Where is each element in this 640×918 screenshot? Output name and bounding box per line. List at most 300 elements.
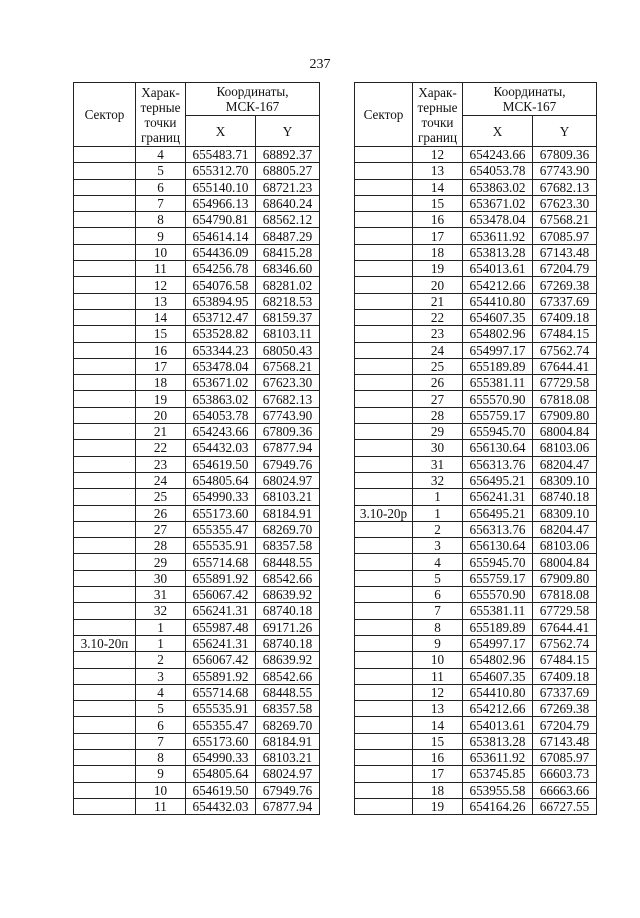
x-coordinate-cell: 653478.04 bbox=[186, 358, 256, 374]
y-coordinate-cell: 67877.94 bbox=[256, 440, 320, 456]
sector-cell bbox=[355, 163, 413, 179]
table-row bbox=[355, 733, 597, 749]
page-number: 237 bbox=[309, 57, 331, 72]
point-number-cell: 32 bbox=[413, 472, 463, 488]
y-coordinate-cell: 68740.18 bbox=[256, 635, 320, 651]
x-coordinate-cell: 654053.78 bbox=[463, 163, 533, 179]
sector-cell bbox=[355, 635, 413, 651]
sector-cell bbox=[355, 456, 413, 472]
table-row bbox=[74, 244, 320, 260]
point-number-cell: 4 bbox=[413, 554, 463, 570]
sector-cell bbox=[74, 554, 136, 570]
point-number-cell: 20 bbox=[136, 407, 186, 423]
sector-cell bbox=[355, 342, 413, 358]
point-number-cell: 13 bbox=[136, 293, 186, 309]
x-coordinate-cell: 653745.85 bbox=[463, 766, 533, 782]
header-points-line2: терные bbox=[417, 99, 458, 115]
point-number-cell: 6 bbox=[136, 179, 186, 195]
point-number-cell: 32 bbox=[136, 603, 186, 619]
sector-cell bbox=[355, 684, 413, 700]
sector-cell: 3.10-20р bbox=[355, 505, 413, 521]
sector-cell bbox=[74, 407, 136, 423]
y-coordinate-cell: 67682.13 bbox=[533, 179, 597, 195]
x-coordinate-cell: 655759.17 bbox=[463, 407, 533, 423]
x-coordinate-cell: 656067.42 bbox=[186, 652, 256, 668]
table-row bbox=[355, 489, 597, 505]
y-coordinate-cell: 68050.43 bbox=[256, 342, 320, 358]
sector-cell bbox=[355, 538, 413, 554]
table-row bbox=[355, 554, 597, 570]
point-number-cell: 18 bbox=[413, 782, 463, 798]
x-coordinate-cell: 653813.28 bbox=[463, 244, 533, 260]
table-row bbox=[74, 440, 320, 456]
x-coordinate-cell: 654013.61 bbox=[463, 717, 533, 733]
table-row bbox=[355, 342, 597, 358]
x-coordinate-cell: 653344.23 bbox=[186, 342, 256, 358]
point-number-cell: 2 bbox=[136, 652, 186, 668]
y-coordinate-cell: 68357.58 bbox=[256, 701, 320, 717]
point-number-cell: 10 bbox=[136, 244, 186, 260]
x-coordinate-cell: 653863.02 bbox=[186, 391, 256, 407]
table-row bbox=[74, 342, 320, 358]
header-sector: Сектор bbox=[74, 83, 136, 147]
x-coordinate-cell: 656241.31 bbox=[463, 489, 533, 505]
header-points-line4: границ bbox=[140, 129, 181, 145]
y-coordinate-cell: 67818.08 bbox=[533, 391, 597, 407]
y-coordinate-cell: 68004.84 bbox=[533, 424, 597, 440]
point-number-cell: 7 bbox=[136, 733, 186, 749]
sector-cell bbox=[74, 293, 136, 309]
table-row bbox=[355, 179, 597, 195]
table-row bbox=[355, 309, 597, 325]
x-coordinate-cell: 655987.48 bbox=[186, 619, 256, 635]
point-number-cell: 21 bbox=[136, 424, 186, 440]
x-coordinate-cell: 655714.68 bbox=[186, 684, 256, 700]
y-coordinate-cell: 68103.21 bbox=[256, 749, 320, 765]
table-row bbox=[74, 375, 320, 391]
point-number-cell: 24 bbox=[413, 342, 463, 358]
x-coordinate-cell: 656495.21 bbox=[463, 505, 533, 521]
x-coordinate-cell: 654805.64 bbox=[186, 766, 256, 782]
sector-cell bbox=[74, 701, 136, 717]
y-coordinate-cell: 67143.48 bbox=[533, 244, 597, 260]
point-number-cell: 30 bbox=[136, 570, 186, 586]
point-number-cell: 17 bbox=[413, 766, 463, 782]
point-number-cell: 6 bbox=[136, 717, 186, 733]
table-row bbox=[74, 358, 320, 374]
sector-cell bbox=[74, 228, 136, 244]
sector-cell bbox=[355, 701, 413, 717]
sector-cell bbox=[355, 554, 413, 570]
table-row bbox=[74, 309, 320, 325]
x-coordinate-cell: 655759.17 bbox=[463, 570, 533, 586]
table-row bbox=[355, 261, 597, 277]
y-coordinate-cell: 67269.38 bbox=[533, 701, 597, 717]
point-number-cell: 11 bbox=[413, 668, 463, 684]
x-coordinate-cell: 654053.78 bbox=[186, 407, 256, 423]
point-number-cell: 16 bbox=[136, 342, 186, 358]
x-coordinate-cell: 656130.64 bbox=[463, 440, 533, 456]
sector-cell bbox=[355, 228, 413, 244]
y-coordinate-cell: 67484.15 bbox=[533, 326, 597, 342]
y-coordinate-cell: 68639.92 bbox=[256, 652, 320, 668]
point-number-cell: 22 bbox=[413, 309, 463, 325]
y-coordinate-cell: 68103.06 bbox=[533, 440, 597, 456]
point-number-cell: 3 bbox=[136, 668, 186, 684]
table-row bbox=[355, 505, 597, 521]
sector-cell bbox=[74, 505, 136, 521]
header-points-line1: Харак- bbox=[141, 84, 180, 100]
sector-cell bbox=[355, 766, 413, 782]
x-coordinate-cell: 654243.66 bbox=[186, 424, 256, 440]
table-row bbox=[355, 521, 597, 537]
point-number-cell: 21 bbox=[413, 293, 463, 309]
table-row bbox=[355, 147, 597, 163]
y-coordinate-cell: 67743.90 bbox=[256, 407, 320, 423]
x-coordinate-cell: 655945.70 bbox=[463, 424, 533, 440]
table-row bbox=[355, 277, 597, 293]
point-number-cell: 7 bbox=[413, 603, 463, 619]
table-row bbox=[74, 505, 320, 521]
y-coordinate-cell: 67269.38 bbox=[533, 277, 597, 293]
sector-cell bbox=[355, 195, 413, 211]
x-coordinate-cell: 655140.10 bbox=[186, 179, 256, 195]
y-coordinate-cell: 67877.94 bbox=[256, 798, 320, 814]
sector-cell bbox=[355, 358, 413, 374]
sector-cell bbox=[355, 277, 413, 293]
sector-cell bbox=[355, 293, 413, 309]
y-coordinate-cell: 67204.79 bbox=[533, 261, 597, 277]
table-row bbox=[355, 424, 597, 440]
point-number-cell: 9 bbox=[136, 766, 186, 782]
x-coordinate-cell: 654997.17 bbox=[463, 635, 533, 651]
x-coordinate-cell: 654614.14 bbox=[186, 228, 256, 244]
sector-cell bbox=[355, 261, 413, 277]
x-coordinate-cell: 654212.66 bbox=[463, 701, 533, 717]
x-coordinate-cell: 653671.02 bbox=[186, 375, 256, 391]
x-coordinate-cell: 655355.47 bbox=[186, 521, 256, 537]
sector-cell bbox=[355, 407, 413, 423]
x-coordinate-cell: 655570.90 bbox=[463, 587, 533, 603]
table-row bbox=[355, 635, 597, 651]
x-coordinate-cell: 654990.33 bbox=[186, 749, 256, 765]
sector-cell bbox=[355, 749, 413, 765]
x-coordinate-cell: 653955.58 bbox=[463, 782, 533, 798]
x-coordinate-cell: 653611.92 bbox=[463, 749, 533, 765]
table-row bbox=[355, 798, 597, 814]
header-y: Y bbox=[533, 116, 597, 147]
table-row bbox=[355, 212, 597, 228]
sector-cell bbox=[355, 244, 413, 260]
point-number-cell: 5 bbox=[136, 163, 186, 179]
y-coordinate-cell: 68740.18 bbox=[533, 489, 597, 505]
sector-cell bbox=[74, 652, 136, 668]
sector-cell bbox=[74, 342, 136, 358]
point-number-cell: 4 bbox=[136, 684, 186, 700]
y-coordinate-cell: 68103.11 bbox=[256, 326, 320, 342]
header-x: X bbox=[463, 116, 533, 147]
x-coordinate-cell: 655945.70 bbox=[463, 554, 533, 570]
table-row bbox=[74, 293, 320, 309]
x-coordinate-cell: 654607.35 bbox=[463, 668, 533, 684]
x-coordinate-cell: 655535.91 bbox=[186, 538, 256, 554]
x-coordinate-cell: 655173.60 bbox=[186, 505, 256, 521]
x-coordinate-cell: 654997.17 bbox=[463, 342, 533, 358]
table-row bbox=[74, 766, 320, 782]
x-coordinate-cell: 655891.92 bbox=[186, 668, 256, 684]
y-coordinate-cell: 68640.24 bbox=[256, 195, 320, 211]
sector-cell bbox=[74, 147, 136, 163]
table-row bbox=[355, 228, 597, 244]
table-row bbox=[74, 179, 320, 195]
point-number-cell: 18 bbox=[136, 375, 186, 391]
y-coordinate-cell: 67623.30 bbox=[256, 375, 320, 391]
y-coordinate-cell: 67909.80 bbox=[533, 570, 597, 586]
y-coordinate-cell: 68357.58 bbox=[256, 538, 320, 554]
x-coordinate-cell: 654990.33 bbox=[186, 489, 256, 505]
y-coordinate-cell: 68159.37 bbox=[256, 309, 320, 325]
y-coordinate-cell: 67729.58 bbox=[533, 603, 597, 619]
header-y: Y bbox=[256, 116, 320, 147]
point-number-cell: 8 bbox=[136, 749, 186, 765]
table-row bbox=[74, 554, 320, 570]
header-coords-line1: Координаты, bbox=[493, 84, 566, 99]
point-number-cell: 12 bbox=[413, 684, 463, 700]
x-coordinate-cell: 654436.09 bbox=[186, 244, 256, 260]
sector-cell bbox=[74, 684, 136, 700]
point-number-cell: 19 bbox=[413, 261, 463, 277]
x-coordinate-cell: 655535.91 bbox=[186, 701, 256, 717]
point-number-cell: 1 bbox=[136, 635, 186, 651]
y-coordinate-cell: 68103.21 bbox=[256, 489, 320, 505]
y-coordinate-cell: 68004.84 bbox=[533, 554, 597, 570]
table-row bbox=[74, 212, 320, 228]
table-row bbox=[355, 456, 597, 472]
point-number-cell: 16 bbox=[413, 749, 463, 765]
sector-cell bbox=[74, 538, 136, 554]
x-coordinate-cell: 654805.64 bbox=[186, 472, 256, 488]
table-row bbox=[355, 684, 597, 700]
x-coordinate-cell: 656241.31 bbox=[186, 603, 256, 619]
table-row bbox=[355, 195, 597, 211]
sector-cell bbox=[74, 212, 136, 228]
table-row bbox=[74, 701, 320, 717]
table-row bbox=[74, 635, 320, 651]
x-coordinate-cell: 656313.76 bbox=[463, 521, 533, 537]
header-points-line3: точки bbox=[144, 114, 177, 130]
y-coordinate-cell: 67409.18 bbox=[533, 309, 597, 325]
point-number-cell: 14 bbox=[413, 179, 463, 195]
y-coordinate-cell: 68415.28 bbox=[256, 244, 320, 260]
point-number-cell: 4 bbox=[136, 147, 186, 163]
sector-cell bbox=[74, 733, 136, 749]
table-row bbox=[74, 782, 320, 798]
point-number-cell: 30 bbox=[413, 440, 463, 456]
x-coordinate-cell: 655355.47 bbox=[186, 717, 256, 733]
table-row bbox=[355, 570, 597, 586]
header-coords bbox=[463, 83, 597, 116]
x-coordinate-cell: 654410.80 bbox=[463, 684, 533, 700]
point-number-cell: 28 bbox=[136, 538, 186, 554]
y-coordinate-cell: 66663.66 bbox=[533, 782, 597, 798]
sector-cell bbox=[74, 424, 136, 440]
table-row bbox=[74, 424, 320, 440]
point-number-cell: 28 bbox=[413, 407, 463, 423]
x-coordinate-cell: 656313.76 bbox=[463, 456, 533, 472]
point-number-cell: 19 bbox=[413, 798, 463, 814]
table-row bbox=[74, 277, 320, 293]
sector-cell bbox=[74, 391, 136, 407]
table-row bbox=[355, 619, 597, 635]
table-row bbox=[74, 228, 320, 244]
y-coordinate-cell: 68487.29 bbox=[256, 228, 320, 244]
y-coordinate-cell: 67562.74 bbox=[533, 342, 597, 358]
sector-cell bbox=[74, 668, 136, 684]
x-coordinate-cell: 654802.96 bbox=[463, 652, 533, 668]
y-coordinate-cell: 68269.70 bbox=[256, 521, 320, 537]
sector-cell bbox=[355, 798, 413, 814]
x-coordinate-cell: 654410.80 bbox=[463, 293, 533, 309]
x-coordinate-cell: 654013.61 bbox=[463, 261, 533, 277]
y-coordinate-cell: 67949.76 bbox=[256, 782, 320, 798]
point-number-cell: 16 bbox=[413, 212, 463, 228]
x-coordinate-cell: 653863.02 bbox=[463, 179, 533, 195]
header-points-line3: точки bbox=[421, 114, 454, 130]
point-number-cell: 14 bbox=[413, 717, 463, 733]
point-number-cell: 31 bbox=[413, 456, 463, 472]
point-number-cell: 29 bbox=[136, 554, 186, 570]
table-row bbox=[355, 293, 597, 309]
sector-cell bbox=[355, 326, 413, 342]
x-coordinate-cell: 654243.66 bbox=[463, 147, 533, 163]
sector-cell bbox=[355, 652, 413, 668]
point-number-cell: 7 bbox=[136, 195, 186, 211]
x-coordinate-cell: 655891.92 bbox=[186, 570, 256, 586]
sector-cell bbox=[74, 163, 136, 179]
y-coordinate-cell: 67644.41 bbox=[533, 619, 597, 635]
y-coordinate-cell: 67568.21 bbox=[533, 212, 597, 228]
point-number-cell: 1 bbox=[136, 619, 186, 635]
table-row bbox=[355, 326, 597, 342]
x-coordinate-cell: 653478.04 bbox=[463, 212, 533, 228]
x-coordinate-cell: 654619.50 bbox=[186, 456, 256, 472]
point-number-cell: 9 bbox=[413, 635, 463, 651]
table-row bbox=[74, 652, 320, 668]
point-number-cell: 8 bbox=[413, 619, 463, 635]
point-number-cell: 3 bbox=[413, 538, 463, 554]
sector-cell bbox=[74, 326, 136, 342]
sector-cell bbox=[355, 587, 413, 603]
y-coordinate-cell: 66603.73 bbox=[533, 766, 597, 782]
x-coordinate-cell: 653671.02 bbox=[463, 195, 533, 211]
table-row bbox=[74, 456, 320, 472]
sector-cell bbox=[74, 375, 136, 391]
y-coordinate-cell: 68204.47 bbox=[533, 521, 597, 537]
table-row bbox=[355, 749, 597, 765]
x-coordinate-cell: 655312.70 bbox=[186, 163, 256, 179]
y-coordinate-cell: 67337.69 bbox=[533, 293, 597, 309]
table-row bbox=[74, 570, 320, 586]
table-row bbox=[74, 538, 320, 554]
table-row bbox=[74, 798, 320, 814]
header-points bbox=[136, 83, 186, 147]
table-row bbox=[355, 766, 597, 782]
sector-cell bbox=[355, 212, 413, 228]
table-row bbox=[74, 521, 320, 537]
sector-cell bbox=[355, 375, 413, 391]
x-coordinate-cell: 654966.13 bbox=[186, 195, 256, 211]
x-coordinate-cell: 655381.11 bbox=[463, 375, 533, 391]
table-row bbox=[355, 440, 597, 456]
point-number-cell: 12 bbox=[413, 147, 463, 163]
point-number-cell: 22 bbox=[136, 440, 186, 456]
point-number-cell: 12 bbox=[136, 277, 186, 293]
sector-cell bbox=[74, 717, 136, 733]
point-number-cell: 17 bbox=[413, 228, 463, 244]
header-points-line4: границ bbox=[417, 129, 458, 145]
sector-cell bbox=[74, 472, 136, 488]
table-row bbox=[355, 668, 597, 684]
y-coordinate-cell: 69171.26 bbox=[256, 619, 320, 635]
x-coordinate-cell: 654432.03 bbox=[186, 440, 256, 456]
table-row bbox=[355, 717, 597, 733]
y-coordinate-cell: 68184.91 bbox=[256, 733, 320, 749]
sector-cell bbox=[355, 619, 413, 635]
header-coords-line2: МСК-167 bbox=[225, 99, 280, 114]
x-coordinate-cell: 653611.92 bbox=[463, 228, 533, 244]
point-number-cell: 23 bbox=[413, 326, 463, 342]
y-coordinate-cell: 67818.08 bbox=[533, 587, 597, 603]
sector-cell bbox=[74, 358, 136, 374]
x-coordinate-cell: 656130.64 bbox=[463, 538, 533, 554]
y-coordinate-cell: 67729.58 bbox=[533, 375, 597, 391]
y-coordinate-cell: 68218.53 bbox=[256, 293, 320, 309]
y-coordinate-cell: 68892.37 bbox=[256, 147, 320, 163]
y-coordinate-cell: 67409.18 bbox=[533, 668, 597, 684]
table-row bbox=[355, 472, 597, 488]
point-number-cell: 2 bbox=[413, 521, 463, 537]
point-number-cell: 29 bbox=[413, 424, 463, 440]
y-coordinate-cell: 68721.23 bbox=[256, 179, 320, 195]
table-row bbox=[74, 603, 320, 619]
x-coordinate-cell: 653712.47 bbox=[186, 309, 256, 325]
sector-cell bbox=[74, 309, 136, 325]
point-number-cell: 9 bbox=[136, 228, 186, 244]
point-number-cell: 26 bbox=[136, 505, 186, 521]
y-coordinate-cell: 67337.69 bbox=[533, 684, 597, 700]
point-number-cell: 25 bbox=[413, 358, 463, 374]
x-coordinate-cell: 655714.68 bbox=[186, 554, 256, 570]
y-coordinate-cell: 68448.55 bbox=[256, 684, 320, 700]
x-coordinate-cell: 656495.21 bbox=[463, 472, 533, 488]
x-coordinate-cell: 653813.28 bbox=[463, 733, 533, 749]
y-coordinate-cell: 67143.48 bbox=[533, 733, 597, 749]
sector-cell bbox=[355, 570, 413, 586]
point-number-cell: 15 bbox=[136, 326, 186, 342]
y-coordinate-cell: 67623.30 bbox=[533, 195, 597, 211]
table-row bbox=[74, 668, 320, 684]
table-row bbox=[355, 538, 597, 554]
y-coordinate-cell: 67644.41 bbox=[533, 358, 597, 374]
y-coordinate-cell: 68024.97 bbox=[256, 472, 320, 488]
header-points-line2: терные bbox=[140, 99, 181, 115]
sector-cell bbox=[355, 147, 413, 163]
point-number-cell: 15 bbox=[413, 733, 463, 749]
table-row bbox=[355, 375, 597, 391]
x-coordinate-cell: 654164.26 bbox=[463, 798, 533, 814]
table-row bbox=[355, 652, 597, 668]
point-number-cell: 27 bbox=[413, 391, 463, 407]
